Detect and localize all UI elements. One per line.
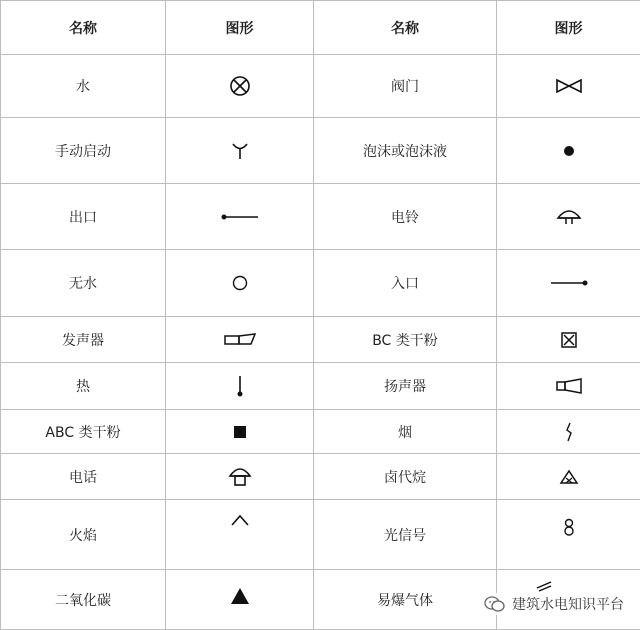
- symbol-name: 电铃: [314, 184, 497, 250]
- table-row: [1, 118, 640, 184]
- symbol-name: 水: [1, 55, 166, 118]
- table-row: [1, 500, 640, 570]
- circle-x-icon: [228, 74, 252, 98]
- symbol-name: BC 类干粉: [314, 317, 497, 363]
- symbol-name: ABC 类干粉: [1, 410, 166, 454]
- symbol-graphic: [497, 184, 640, 250]
- symbol-name: 发声器: [1, 317, 166, 363]
- filled-square-icon: [233, 425, 247, 439]
- symbol-name: 电话: [1, 454, 166, 500]
- speaker-icon: [555, 378, 583, 394]
- header-row: [1, 1, 640, 55]
- wechat-icon: [484, 595, 506, 613]
- empty-circle-icon: [231, 274, 249, 292]
- telephone-icon: [227, 465, 253, 489]
- symbol-name: 烟: [314, 410, 497, 454]
- symbol-name: 二氧化碳: [1, 570, 166, 630]
- smoke-squiggle-icon: [563, 421, 575, 443]
- filled-dot-icon: [562, 144, 576, 158]
- triangle-x-icon: [559, 469, 579, 485]
- line-dot-left-icon: [220, 212, 260, 222]
- table-row: [1, 55, 640, 118]
- table-row: [1, 250, 640, 317]
- symbol-graphic: [497, 363, 640, 410]
- symbol-name: 阀门: [314, 55, 497, 118]
- symbol-name: 出口: [1, 184, 166, 250]
- symbol-name: 易爆气体: [314, 570, 497, 630]
- symbol-graphic: [166, 118, 314, 184]
- symbol-graphic: [166, 570, 314, 630]
- symbol-graphic: [166, 500, 314, 570]
- symbol-graphic: [497, 250, 640, 317]
- symbol-graphic: [166, 55, 314, 118]
- header-name-1: 名称: [1, 1, 166, 55]
- filled-triangle-icon: [229, 586, 251, 606]
- symbol-graphic: [166, 317, 314, 363]
- symbol-graphic: [166, 184, 314, 250]
- symbol-graphic: [166, 363, 314, 410]
- chevron-up-icon: [229, 511, 251, 541]
- light-signal-icon: [563, 517, 575, 539]
- table-row: [1, 184, 640, 250]
- table-row: [1, 454, 640, 500]
- bell-icon: [555, 208, 583, 226]
- table-row: [1, 363, 640, 410]
- watermark: [482, 593, 626, 615]
- symbol-graphic: [497, 500, 640, 570]
- symbol-graphic: [166, 454, 314, 500]
- symbol-name: 入口: [314, 250, 497, 317]
- header-graphic-1: 图形: [166, 1, 314, 55]
- bowtie-valve-icon: [555, 78, 583, 94]
- symbol-name: 无水: [1, 250, 166, 317]
- thermometer-icon: [235, 374, 245, 398]
- symbol-name: 卤代烷: [314, 454, 497, 500]
- table-row: [1, 317, 640, 363]
- symbol-name: 泡沫或泡沫液: [314, 118, 497, 184]
- symbol-name: 光信号: [314, 500, 497, 570]
- watermark-text: 建筑水电知识平台: [512, 594, 624, 614]
- sounder-icon: [223, 333, 257, 347]
- symbol-name: 扬声器: [314, 363, 497, 410]
- symbol-name: 手动启动: [1, 118, 166, 184]
- box-x-icon: [560, 331, 578, 349]
- header-graphic-2: 图形: [497, 1, 640, 55]
- symbol-name: 火焰: [1, 500, 166, 570]
- symbol-graphic: [497, 118, 640, 184]
- line-dot-right-icon: [549, 278, 589, 288]
- table-row: [1, 410, 640, 454]
- header-name-2: 名称: [314, 1, 497, 55]
- symbol-graphic: [166, 410, 314, 454]
- symbol-graphic: [497, 454, 640, 500]
- symbol-graphic: [497, 55, 640, 118]
- y-fork-icon: [230, 141, 250, 161]
- symbol-graphic: [497, 410, 640, 454]
- explosive-gas-icon: [533, 578, 555, 594]
- symbol-name: 热: [1, 363, 166, 410]
- symbol-graphic: [166, 250, 314, 317]
- symbol-graphic: [497, 317, 640, 363]
